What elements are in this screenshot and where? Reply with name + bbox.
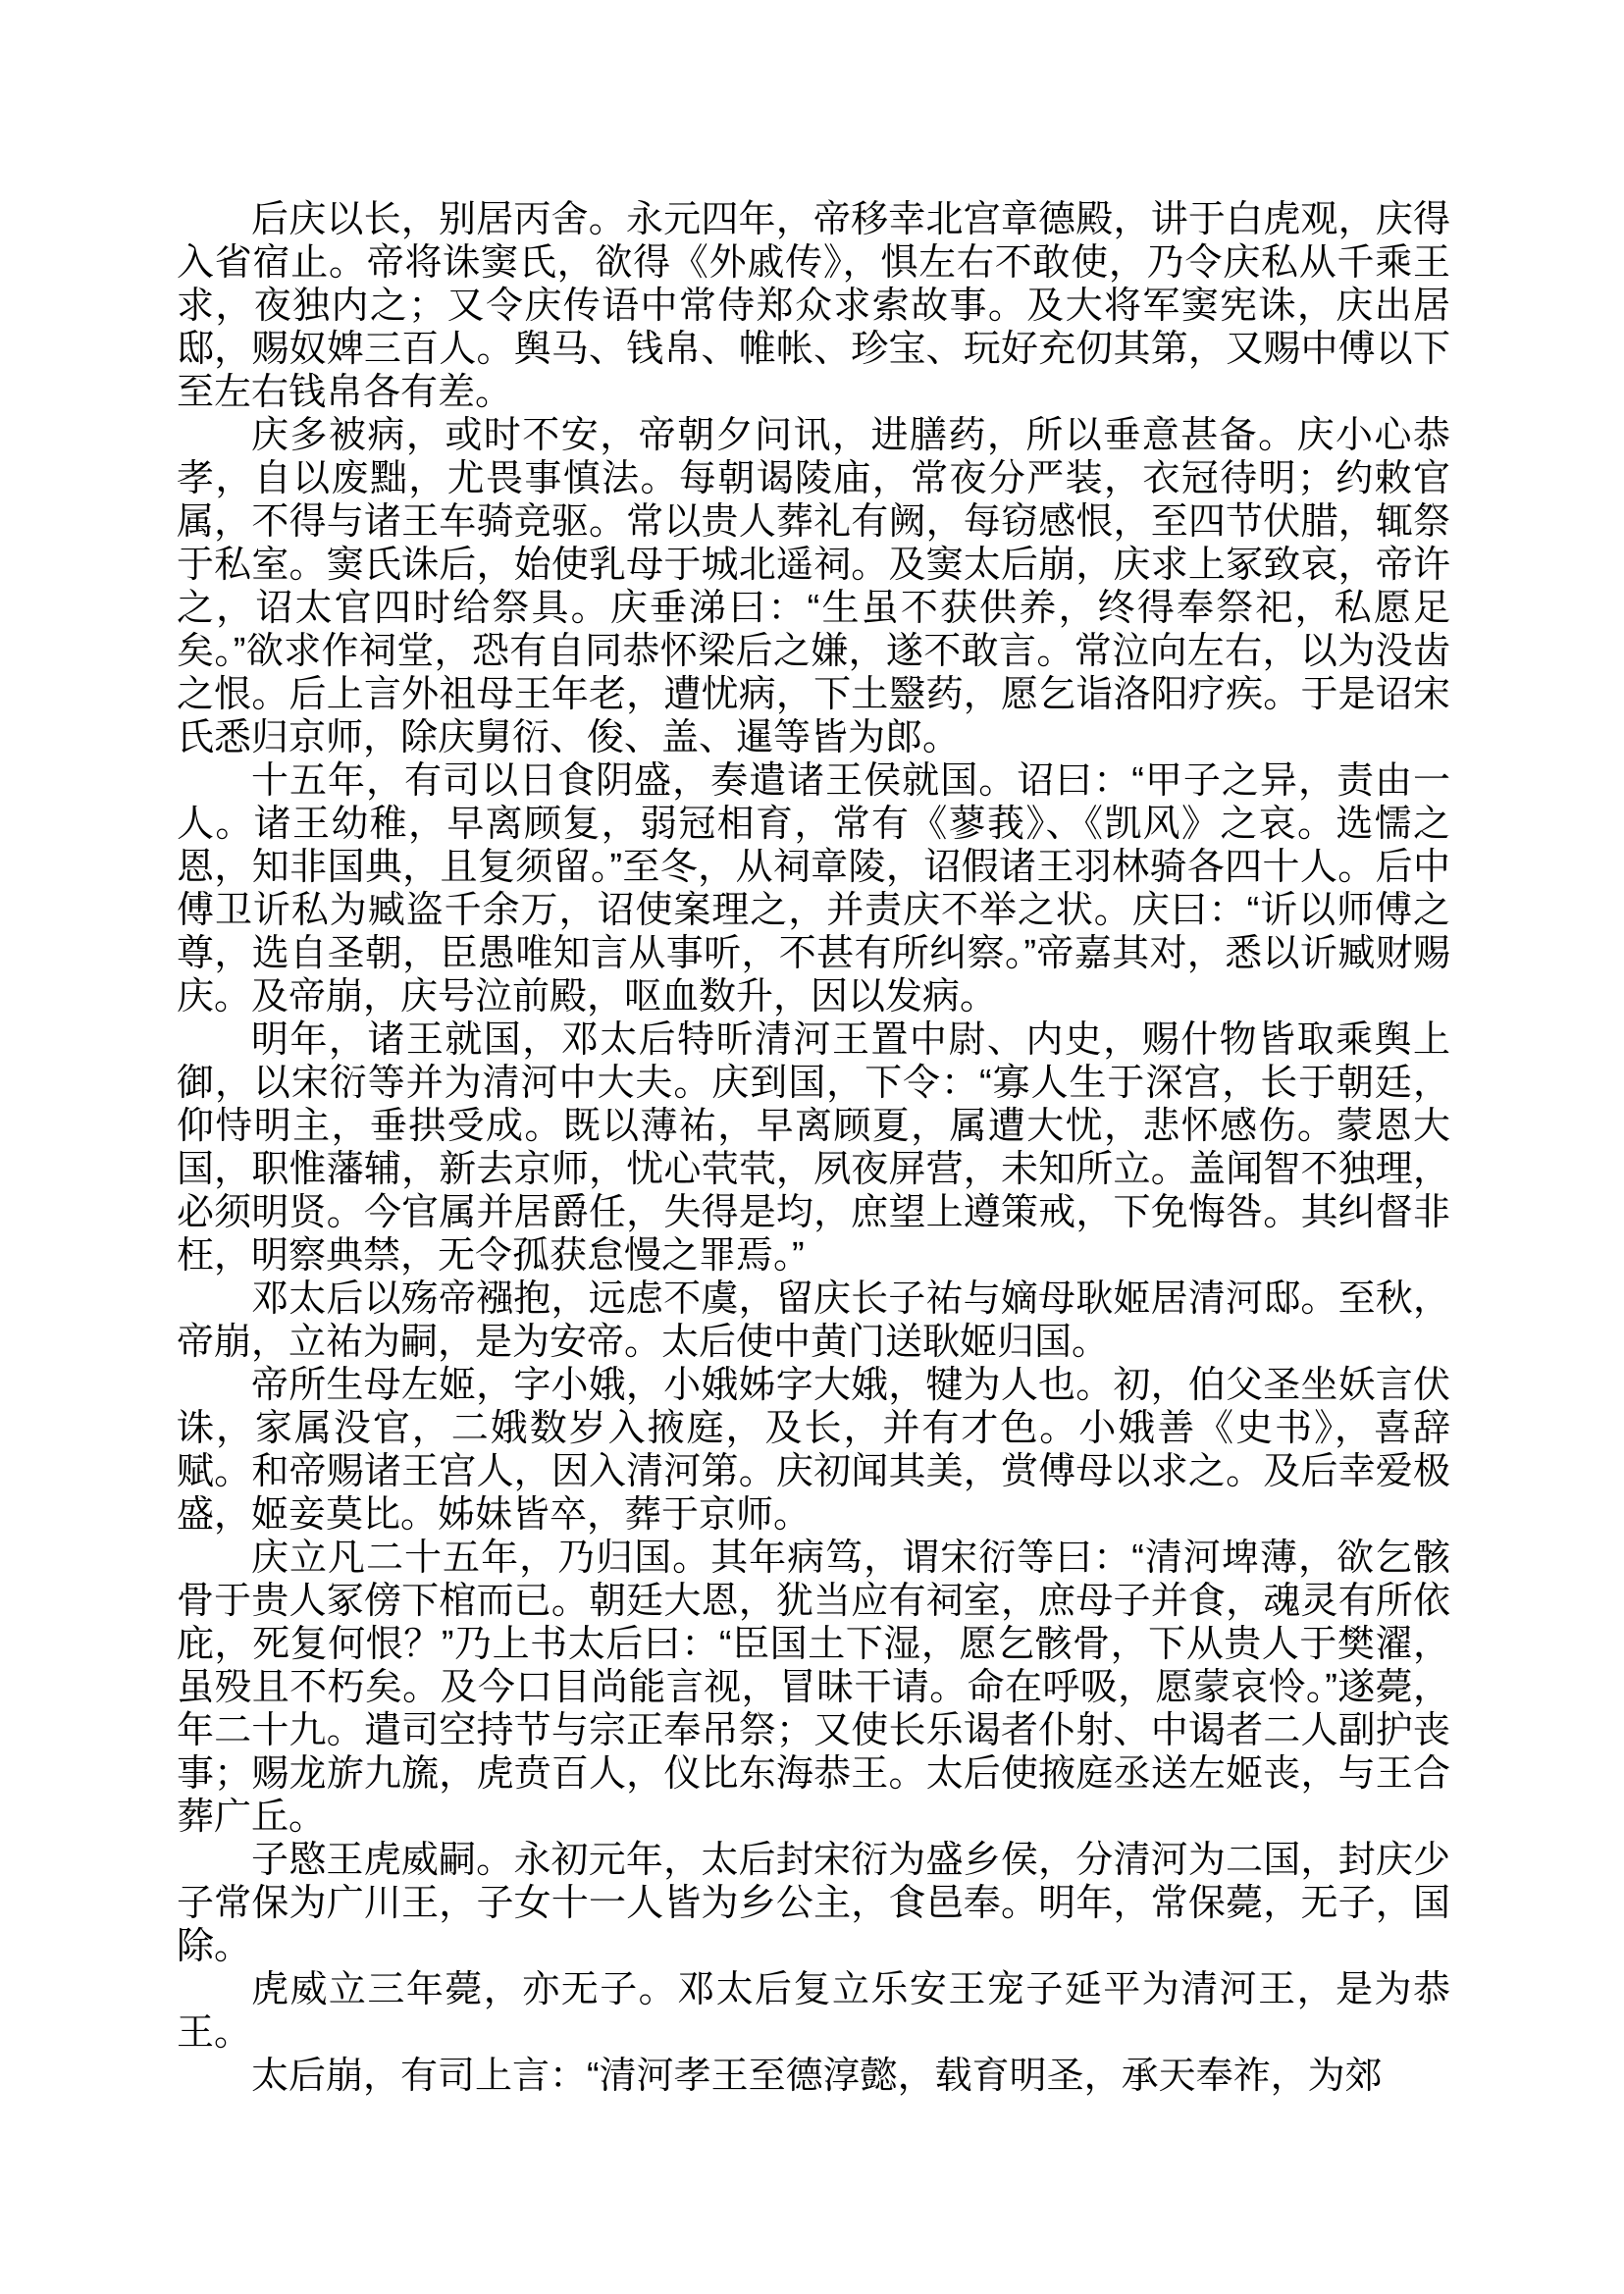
paragraph: 帝所生母左姬，字小娥，小娥姊字大娥，犍为人也。初，伯父圣坐妖言伏诛，家属没官，二娥数岁入掖庭，及长，并有才色。小娥善《史书》，喜辞赋。和帝赐诸王宫人，因入清河第。庆初闻其美，赏傅母以求之。及后幸爱极盛，姬妾莫比。姊妹皆卒，葬于京师。 xyxy=(177,1365,1450,1536)
paragraph: 庆多被病，或时不安，帝朝夕问讯，进膳药，所以垂意甚备。庆小心恭孝，自以废黜，尤畏事慎法。每朝谒陵庙，常夜分严装，衣冠待明；约敕官属，不得与诸王车骑竞驱。常以贵人葬礼有阙，每窃感恨，至四节伏腊，辄祭于私室。窦氏诛后，始使乳母于城北遥祠。及窦太后崩，庆求上冢致哀，帝许之，诏太官四时给祭具。庆垂涕曰：“生虽不获供养，终得奉祭祀，私愿足矣。”欲求作祠堂，恐有自同恭怀梁后之嫌，遂不敢言。常泣向左右，以为没齿之恨。后上言外祖母王年老，遭忧病，下土毉药，愿乞诣洛阳疗疾。于是诏宋氏悉归京师，除庆舅衍、俊、盖、暹等皆为郎。 xyxy=(177,415,1450,758)
paragraph: 太后崩，有司上言：“清河孝王至德淳懿，载育明圣，承天奉祚，为郊 xyxy=(251,2056,1383,2097)
paragraph: 十五年，有司以日食阴盛，奏遣诸王侯就国。诏曰：“甲子之异，责由一人。诸王幼稚，早离顾复，弱冠相育，常有《蓼莪》、《凯风》之哀。选懦之恩，知非国典，且复须留。”至冬，从祠章陵，诏假诸王羽林骑各四十人。后中傅卫䜣私为臧盗千余万，诏使案理之，并责庆不举之状。庆曰：“䜣以师傅之尊，选自圣朝，臣愚唯知言从事听，不甚有所纠察。”帝嘉其对，悉以䜣臧财赐庆。及帝崩，庆号泣前殿，呕血数升，因以发病。 xyxy=(177,760,1450,1017)
paragraph: 虎威立三年薨，亦无子。邓太后复立乐安王宠子延平为清河王，是为恭王。 xyxy=(177,1969,1450,2054)
paragraph: 庆立凡二十五年，乃归国。其年病笃，谓宋衍等曰：“清河埤薄，欲乞骸骨于贵人冢傍下棺而已。朝廷大恩，犹当应有祠室，庶母子并食，魂灵有所依庇，死复何恨？”乃上书太后曰：“臣国土下湿，愿乞骸骨，下从贵人于樊濯，虽殁且不朽矣。及今口目尚能言视，冒昧干请。命在呼吸，愿蒙哀怜。”遂薨，年二十九。遣司空持节与宗正奉吊祭；又使长乐谒者仆射、中谒者二人副护丧事；赐龙旂九旒，虎贲百人，仪比东海恭王。太后使掖庭丞送左姬丧，与王合葬广丘。 xyxy=(177,1538,1450,1838)
paragraph: 明年，诸王就国，邓太后特昕清河王置中尉、内史，赐什物皆取乘舆上御，以宋衍等并为清河中大夫。庆到国，下令：“寡人生于深宫，长于朝廷，仰恃明主，垂拱受成。既以薄祐，早离顾夏，属遭大忧，悲怀感伤。蒙恩大国，职惟藩辅，新去京师，忧心茕茕，夙夜屏营，未知所立。盖闻智不独理，必须明贤。今官属并居爵任，失得是均，庶望上遵策戒，下免悔咎。其纠督非枉，明察典禁，无令孤获怠慢之罪焉。” xyxy=(177,1019,1450,1277)
paragraph: 邓太后以殇帝襁抱，远虑不虞，留庆长子祐与嫡母耿姬居清河邸。至秋，帝崩，立祐为嗣，是为安帝。太后使中黄门送耿姬归国。 xyxy=(177,1278,1450,1363)
document-body xyxy=(177,198,1450,2098)
paragraph: 后庆以长，别居丙舍。永元四年，帝移幸北宫章德殿，讲于白虎观，庆得入省宿止。帝将诛窦氏，欲得《外戚传》，惧左右不敢使，乃令庆私从千乘王求，夜独内之；又令庆传语中常侍郑众求索故事。及大将军窦宪诛，庆出居邸，赐奴婢三百人。舆马、钱帛、帷帐、珍宝、玩好充仞其第，又赐中傅以下至左右钱帛各有差。 xyxy=(177,199,1450,413)
paragraph: 子愍王虎威嗣。永初元年，太后封宋衍为盛乡侯，分清河为二国，封庆少子常保为广川王，子女十一人皆为乡公主，食邑奉。明年，常保薨，无子，国除。 xyxy=(177,1840,1450,1967)
